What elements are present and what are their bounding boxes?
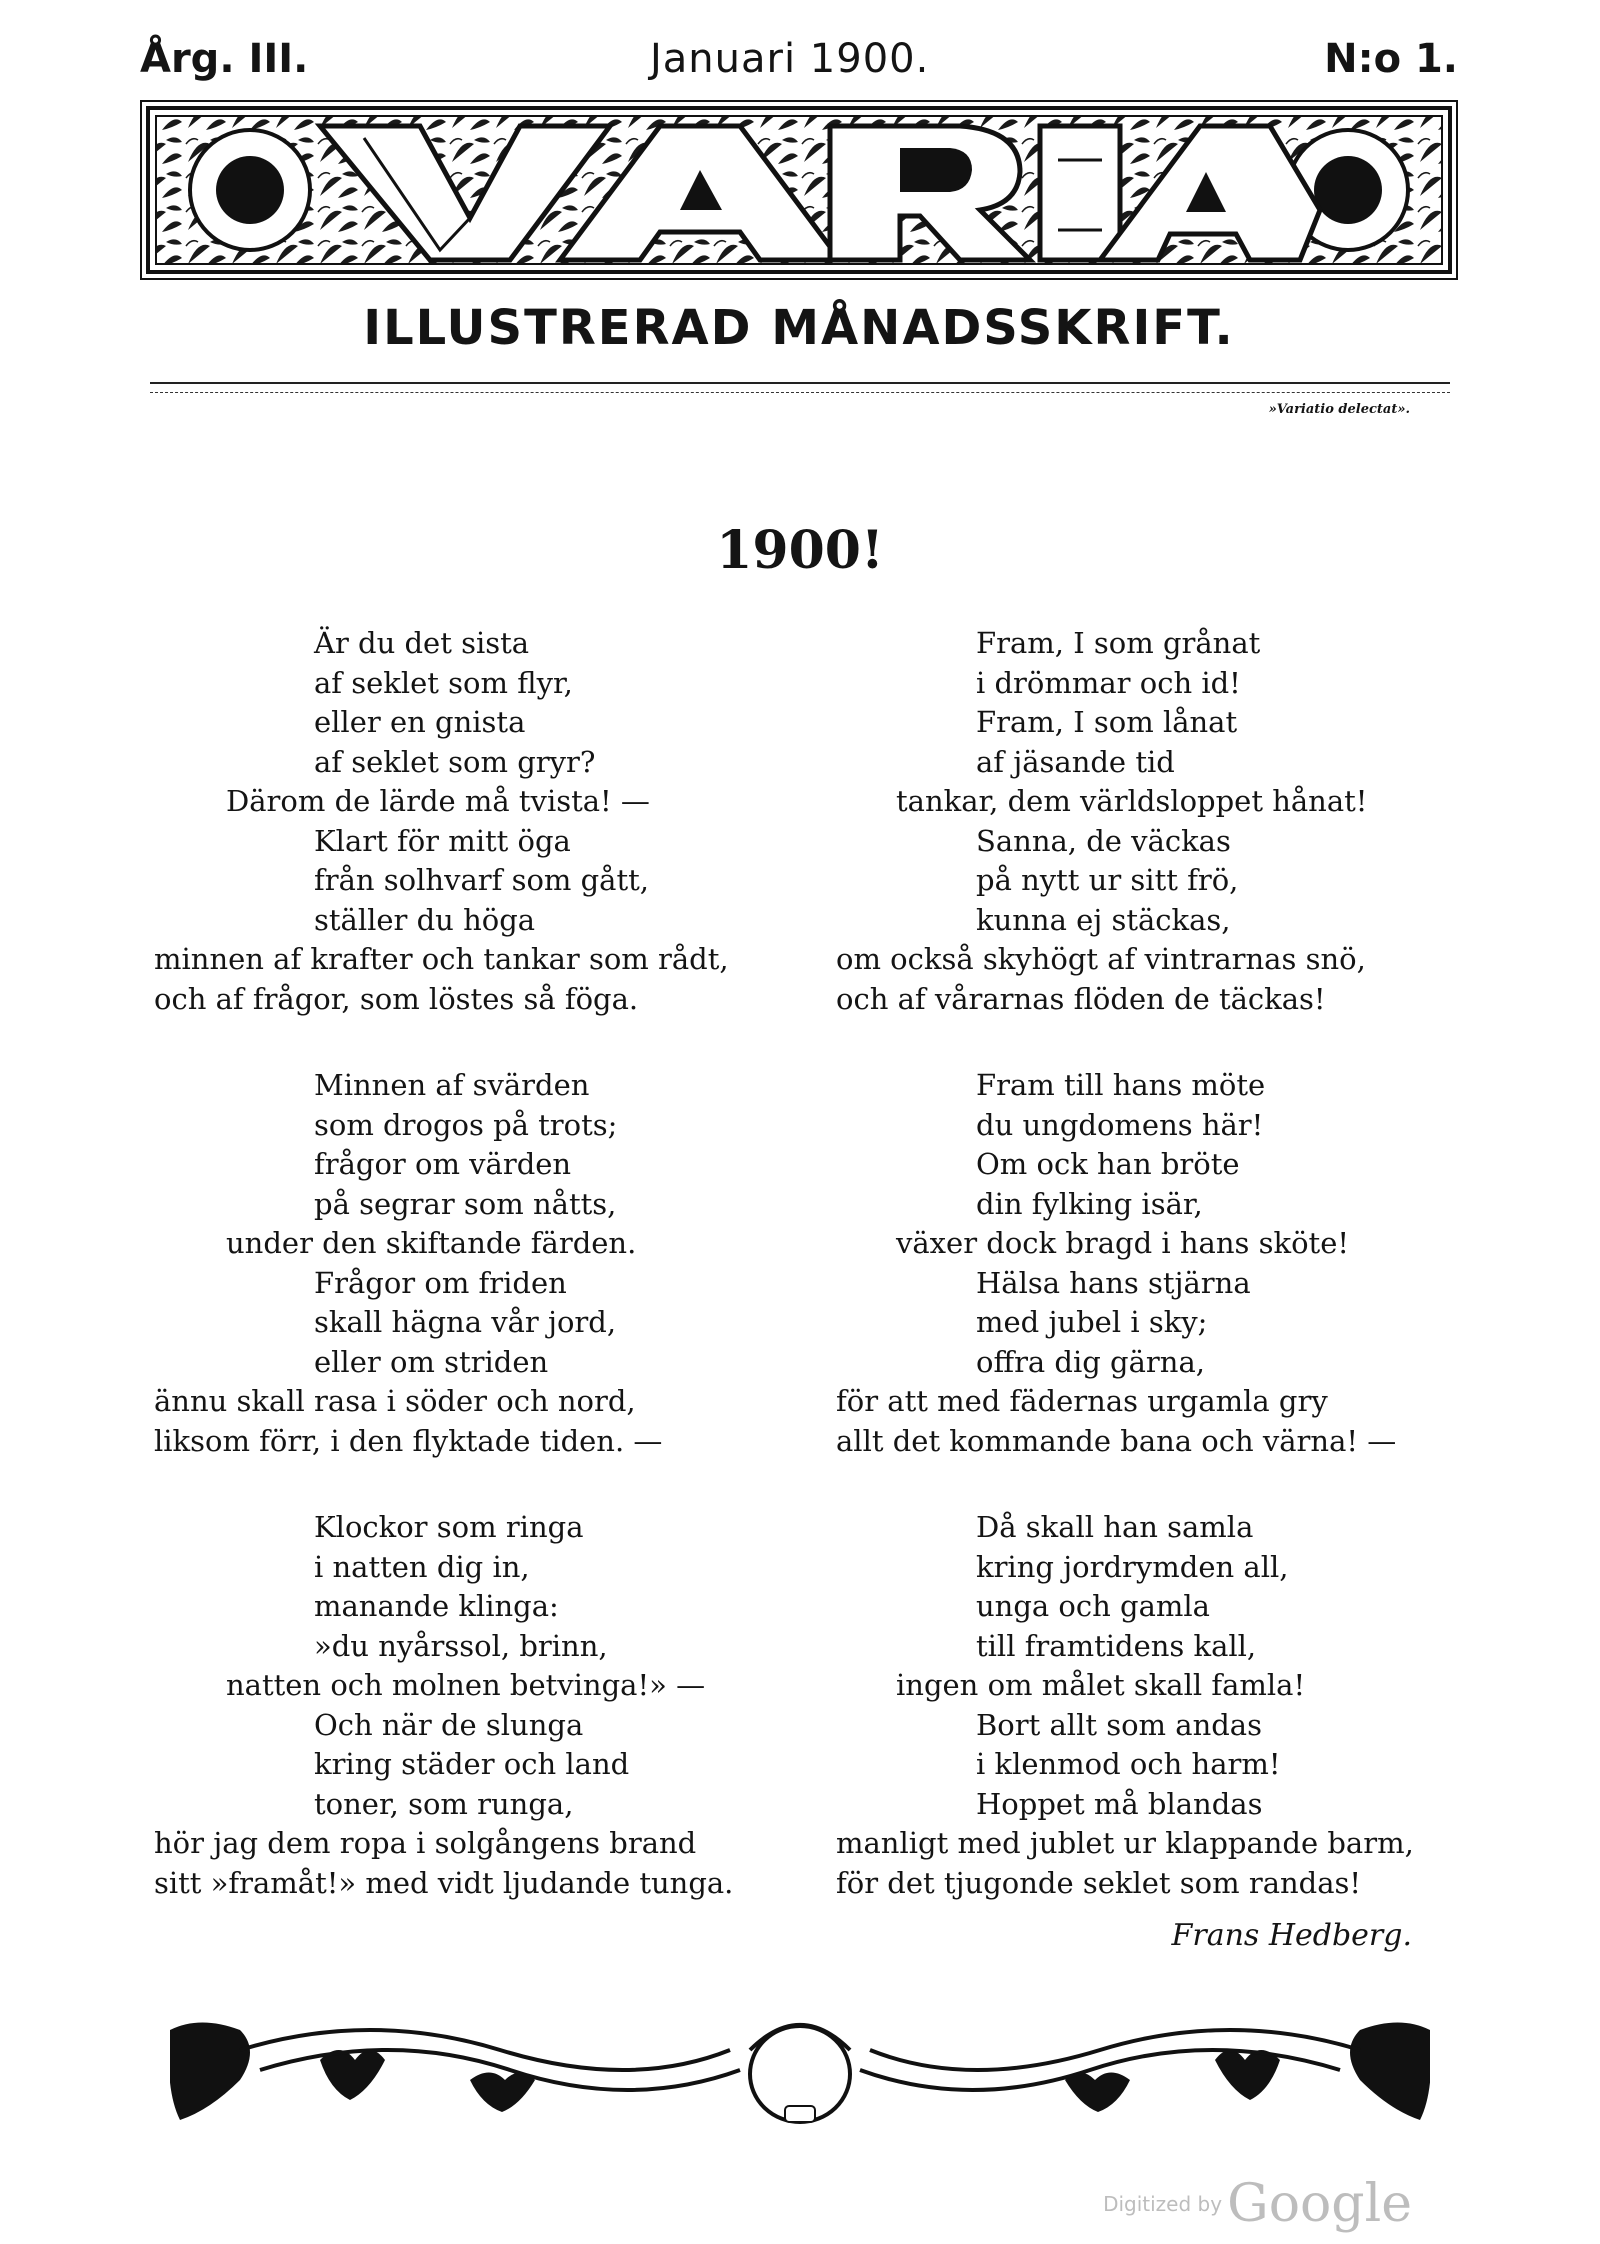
poem-line: sitt »framåt!» med vidt ljudande tunga. xyxy=(154,1865,734,1900)
poem-line: unga och gamla xyxy=(976,1589,1210,1623)
poem-line: och af vårarnas flöden de täckas! xyxy=(836,981,1326,1016)
digitized-watermark xyxy=(1103,2174,1412,2234)
stanza-left-2 xyxy=(154,1066,662,1461)
stanza-right-2 xyxy=(836,1066,1396,1461)
poem-line: kring städer och land xyxy=(314,1747,630,1781)
issue-date: Januari 1900. xyxy=(650,36,930,82)
poem-line: om också skyhögt af vintrarnas snö, xyxy=(836,942,1366,976)
volume-label: Årg. III. xyxy=(140,36,309,82)
poem-line: af jäsande tid xyxy=(976,744,1175,779)
poem-line: minnen af krafter och tankar som rådt, xyxy=(154,942,729,976)
poem-line: din fylking isär, xyxy=(976,1186,1203,1221)
poem-line: Fram till hans möte xyxy=(976,1068,1266,1102)
poem-line: eller om striden xyxy=(314,1344,549,1379)
stanza-left-1 xyxy=(154,624,729,1019)
poem-line: kring jordrymden all, xyxy=(976,1549,1289,1584)
poem-line: Fram, I som lånat xyxy=(976,705,1238,739)
poem-line: på nytt ur sitt frö, xyxy=(976,863,1239,897)
issue-header xyxy=(140,36,1458,96)
poem-line: eller en gnista xyxy=(314,705,526,739)
poem-title: 1900! xyxy=(716,520,884,581)
poem-line: för det tjugonde seklet som randas! xyxy=(836,1865,1362,1900)
poem-line: Frågor om friden xyxy=(314,1265,567,1300)
masthead-subtitle: ILLUSTRERAD MÅNADSSKRIFT. xyxy=(363,300,1235,356)
divider-rule xyxy=(150,382,1450,384)
poem-line: Då skall han samla xyxy=(976,1510,1254,1544)
poem-line: manligt med jublet ur klappande barm, xyxy=(836,1826,1414,1860)
poem-line: tankar, dem världsloppet hånat! xyxy=(896,784,1368,818)
decorative-vignette xyxy=(170,2010,1430,2130)
poem-line: liksom förr, i den flyktade tiden. — xyxy=(154,1423,663,1458)
poem-line: kunna ej stäckas, xyxy=(976,902,1231,937)
poem-line: Klockor som ringa xyxy=(314,1510,584,1544)
author-signature: Frans Hedberg. xyxy=(1171,1918,1412,1953)
poem-line: Minnen af svärden xyxy=(314,1068,590,1102)
poem-line: Hoppet må blandas xyxy=(976,1786,1263,1821)
poem-line: för att med fädernas urgamla gry xyxy=(836,1384,1328,1418)
poem-line: under den skiftande färden. xyxy=(226,1226,637,1260)
motto: »Variatio delectat». xyxy=(1268,402,1410,417)
poem-line: Om ock han bröte xyxy=(976,1147,1240,1181)
poem-line: växer dock bragd i hans sköte! xyxy=(896,1226,1350,1260)
poem-line: natten och molnen betvinga!» — xyxy=(226,1668,706,1702)
poem-line: offra dig gärna, xyxy=(976,1344,1205,1379)
poem-line: i drömmar och id! xyxy=(976,665,1241,700)
watermark-prefix: Digitized by xyxy=(1103,2192,1223,2216)
poem-line: Och när de slunga xyxy=(314,1707,584,1742)
poem-line: allt det kommande bana och värna! — xyxy=(836,1423,1397,1458)
poem-line: i natten dig in, xyxy=(314,1549,530,1584)
poem-line: Är du det sista xyxy=(314,626,530,660)
poem-line: af seklet som flyr, xyxy=(314,665,573,700)
poem-line: af seklet som gryr? xyxy=(314,744,596,779)
divider-rule-dashed xyxy=(150,392,1450,393)
poem-line: ännu skall rasa i söder och nord, xyxy=(154,1384,636,1418)
poem-line: med jubel i sky; xyxy=(976,1305,1208,1339)
stanza-right-1 xyxy=(836,624,1367,1019)
poem-line: ingen om målet skall famla! xyxy=(896,1668,1306,1702)
poem-line: manande klinga: xyxy=(314,1589,559,1623)
poem-line: skall hägna vår jord, xyxy=(314,1305,617,1339)
poem-line: ställer du höga xyxy=(314,902,536,937)
poem-line: hör jag dem ropa i solgångens brand xyxy=(154,1826,697,1860)
poem-line: Klart för mitt öga xyxy=(314,823,571,858)
poem-line: Hälsa hans stjärna xyxy=(976,1265,1251,1300)
poem-line: i klenmod och harm! xyxy=(976,1747,1281,1781)
poem-line: du ungdomens här! xyxy=(976,1107,1264,1142)
poem-line: frågor om värden xyxy=(314,1147,572,1181)
poem-line: Därom de lärde må tvista! — xyxy=(226,784,650,818)
poem-line: Fram, I som grånat xyxy=(976,626,1261,660)
poem-line: på segrar som nåtts, xyxy=(314,1186,617,1221)
poem-line: toner, som runga, xyxy=(314,1786,574,1821)
stanza-left-3 xyxy=(154,1508,733,1903)
poem-line: från solhvarf som gått, xyxy=(314,863,650,897)
poem-line: Bort allt som andas xyxy=(976,1707,1262,1742)
poem-line: till framtidens kall, xyxy=(976,1628,1257,1663)
poem-line: »du nyårssol, brinn, xyxy=(314,1628,608,1663)
stanza-right-3 xyxy=(836,1508,1414,1903)
poem-line: Sanna, de väckas xyxy=(976,823,1231,858)
google-logo: Google xyxy=(1227,2174,1412,2234)
issue-number: N:o 1. xyxy=(1324,36,1458,82)
masthead-logo xyxy=(140,100,1458,280)
poem-line: och af frågor, som löstes så föga. xyxy=(154,981,639,1016)
poem-line: som drogos på trots; xyxy=(314,1107,618,1142)
